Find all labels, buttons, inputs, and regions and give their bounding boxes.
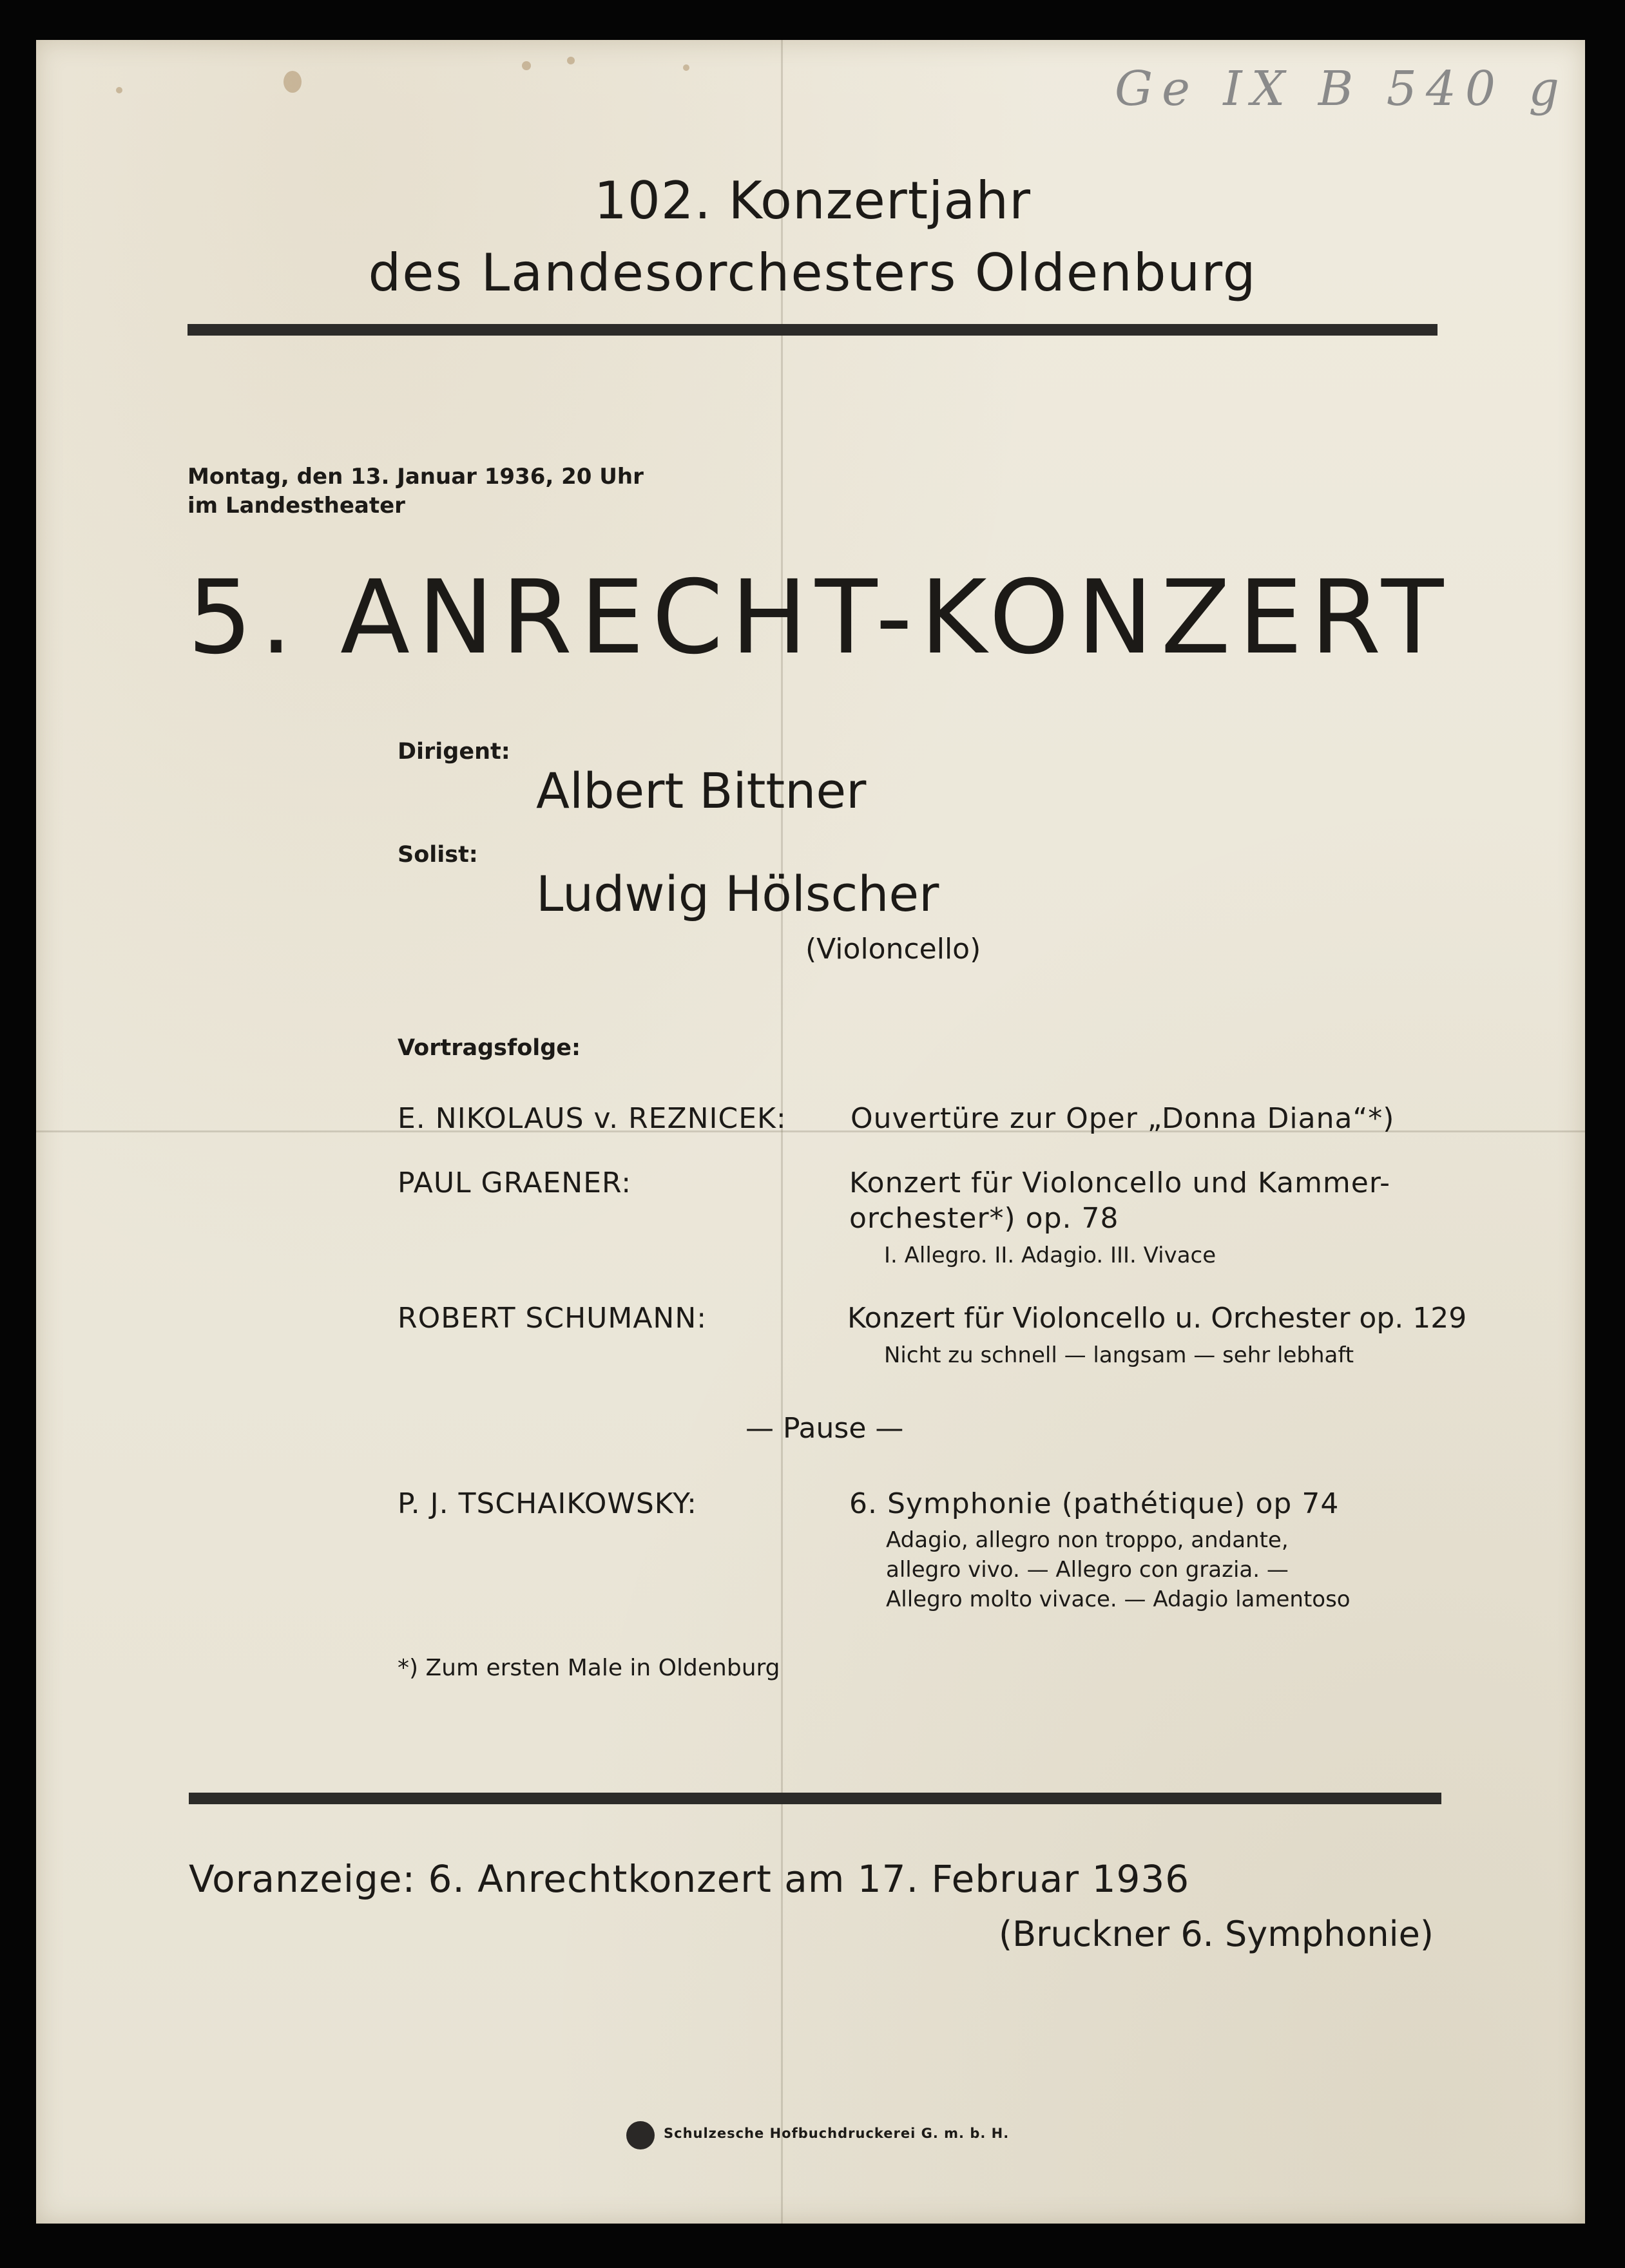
stain-spot	[116, 87, 122, 93]
bottom-divider	[189, 1793, 1441, 1804]
printer-logo	[626, 2121, 655, 2149]
program-movements: Nicht zu schnell — langsam — sehr lebhaft	[884, 1342, 1354, 1368]
intermission: — Pause —	[745, 1412, 904, 1445]
archive-shelfmark: Ge IX B 540 g	[1115, 61, 1568, 117]
concert-title: 5. ANRECHT-KONZERT	[188, 558, 1452, 677]
stain-spot	[567, 57, 575, 64]
program-composer: PAUL GRAENER:	[398, 1167, 632, 1199]
program-composer: ROBERT SCHUMANN:	[398, 1302, 707, 1335]
stain-spot	[522, 61, 531, 70]
stain-spot	[284, 71, 302, 93]
header-line-1: 102. Konzertjahr	[594, 171, 1031, 231]
printer-imprint: Schulzesche Hofbuchdruckerei G. m. b. H.	[664, 2126, 1010, 2141]
program-movements: allegro vivo. — Allegro con grazia. —	[886, 1557, 1289, 1583]
program-movements: I. Allegro. II. Adagio. III. Vivace	[884, 1243, 1216, 1268]
soloist-instrument: (Violoncello)	[805, 933, 981, 966]
conductor-label: Dirigent:	[398, 739, 510, 765]
preview-line-1: Voranzeige: 6. Anrechtkonzert am 17. Februar 1936	[189, 1857, 1190, 1901]
program-work: Konzert für Violoncello u. Orchester op. 129	[847, 1302, 1467, 1335]
program-composer: P. J. TSCHAIKOWSKY:	[398, 1487, 697, 1520]
preview-line-2: (Bruckner 6. Symphonie)	[999, 1914, 1434, 1954]
program-label: Vortragsfolge:	[398, 1035, 581, 1061]
header-line-2: des Landesorchesters Oldenburg	[368, 243, 1257, 303]
program-work: Konzert für Violoncello und Kammer-	[849, 1167, 1391, 1199]
soloist-name: Ludwig Hölscher	[536, 865, 939, 922]
program-movements: Adagio, allegro non troppo, andante,	[886, 1527, 1289, 1553]
conductor-name: Albert Bittner	[536, 762, 867, 819]
stain-spot	[683, 64, 689, 71]
footnote: *) Zum ersten Male in Oldenburg	[398, 1655, 780, 1681]
program-work: 6. Symphonie (pathétique) op 74	[849, 1487, 1340, 1520]
date-line: Montag, den 13. Januar 1936, 20 Uhr	[188, 464, 644, 490]
program-work: Ouvertüre zur Oper „Donna Diana“*)	[851, 1102, 1395, 1135]
program-work: orchester*) op. 78	[849, 1202, 1119, 1235]
soloist-label: Solist:	[398, 842, 478, 868]
program-movements: Allegro molto vivace. — Adagio lamentoso	[886, 1587, 1351, 1612]
venue-line: im Landestheater	[188, 493, 405, 519]
top-divider	[188, 324, 1438, 336]
program-composer: E. NIKOLAUS v. REZNICEK:	[398, 1102, 787, 1135]
